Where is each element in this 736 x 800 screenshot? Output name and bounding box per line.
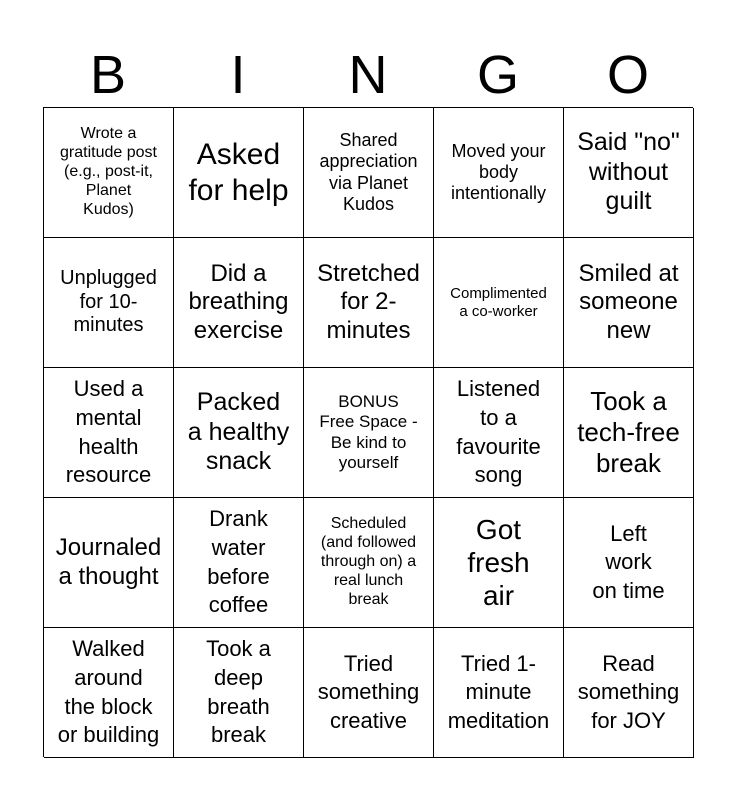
bingo-cell-r3-c3[interactable]: BONUS Free Space - Be kind to yourself [304, 368, 434, 498]
header-letter-b: B [89, 45, 127, 105]
bingo-cell-r3-c1[interactable]: Used a mental health resource [44, 368, 174, 498]
bingo-cell-r5-c3[interactable]: Tried something creative [304, 628, 434, 758]
bingo-cell-r4-c1[interactable]: Journaled a thought [44, 498, 174, 628]
bingo-cell-r1-c2[interactable]: Asked for help [174, 108, 304, 238]
bingo-cell-r3-c5[interactable]: Took a tech-free break [564, 368, 694, 498]
bingo-cell-r2-c1[interactable]: Unplugged for 10- minutes [44, 238, 174, 368]
bingo-board [43, 107, 693, 757]
bingo-cell-r3-c2[interactable]: Packed a healthy snack [174, 368, 304, 498]
bingo-cell-r2-c5[interactable]: Smiled at someone new [564, 238, 694, 368]
bingo-cell-r1-c1[interactable]: Wrote a gratitude post (e.g., post-it, Planet Kudos) [44, 108, 174, 238]
bingo-cell-r2-c4[interactable]: Complimented a co-worker [434, 238, 564, 368]
bingo-cell-r5-c1[interactable]: Walked around the block or building [44, 628, 174, 758]
header-letter-o: O [606, 45, 649, 105]
header-letter-i: I [230, 45, 246, 105]
bingo-header [43, 42, 693, 108]
bingo-cell-r1-c4[interactable]: Moved your body intentionally [434, 108, 564, 238]
bingo-cell-r4-c4[interactable]: Got fresh air [434, 498, 564, 628]
bingo-cell-r2-c3[interactable]: Stretched for 2- minutes [304, 238, 434, 368]
bingo-cell-r4-c3[interactable]: Scheduled (and followed through on) a real lunch break [304, 498, 434, 628]
bingo-cell-r5-c4[interactable]: Tried 1- minute meditation [434, 628, 564, 758]
bingo-cell-r2-c2[interactable]: Did a breathing exercise [174, 238, 304, 368]
bingo-cell-r5-c5[interactable]: Read something for JOY [564, 628, 694, 758]
bingo-cell-r4-c5[interactable]: Left work on time [564, 498, 694, 628]
bingo-cell-r1-c5[interactable]: Said "no" without guilt [564, 108, 694, 238]
bingo-cell-r1-c3[interactable]: Shared appreciation via Planet Kudos [304, 108, 434, 238]
bingo-cell-r5-c2[interactable]: Took a deep breath break [174, 628, 304, 758]
bingo-cell-r3-c4[interactable]: Listened to a favourite song [434, 368, 564, 498]
header-letter-n: N [348, 45, 388, 105]
header-letter-g: G [476, 45, 519, 105]
bingo-cell-r4-c2[interactable]: Drank water before coffee [174, 498, 304, 628]
